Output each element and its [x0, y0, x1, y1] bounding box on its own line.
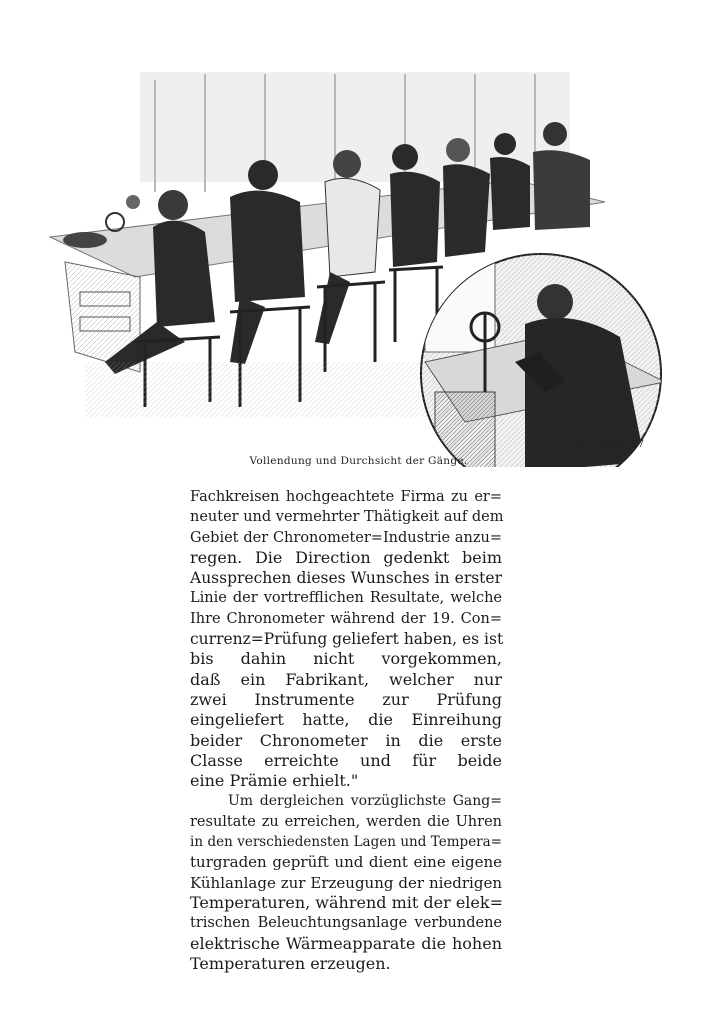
text-line: trischen Beleuchtungsanlage verbundene	[190, 915, 502, 932]
text-line: eine Prämie erhielt."	[190, 771, 359, 791]
workshop-illustration	[45, 62, 670, 467]
text-line: beider Chronometer in die erste	[190, 730, 502, 750]
text-line: Um dergleichen vorzüglichste Gang=	[228, 793, 502, 810]
text-line: turgraden geprüft und dient eine eigene	[190, 853, 502, 872]
text-line: Temperaturen erzeugen.	[190, 953, 391, 973]
text-line: neuter und vermehrter Thätigkeit auf dem	[190, 509, 504, 526]
text-line: elektrische Wärmeapparate die hohen	[190, 933, 502, 953]
body-text	[190, 487, 502, 974]
text-line: Classe erreichte und für beide	[190, 750, 502, 770]
artist-signature: E. Limmer 97	[575, 439, 645, 450]
text-line: currenz=Prüfung geliefert haben, es ist	[190, 630, 504, 649]
text-line: bis dahin nicht vorgekommen,	[190, 649, 502, 669]
text-line: daß ein Fabrikant, welcher nur	[190, 669, 502, 689]
text-line: regen. Die Direction gedenkt beim	[190, 547, 502, 567]
illustration-caption: Vollendung und Durchsicht der Gänge.	[249, 455, 468, 467]
text-line: Aussprechen dieses Wunsches in erster	[190, 569, 502, 588]
text-line: eingeliefert hatte, die Einreihung	[190, 710, 502, 730]
text-line: Ihre Chronometer während der 19. Con=	[190, 610, 502, 627]
text-line: Gebiet der Chronometer=Industrie anzu=	[190, 529, 502, 546]
text-line: in den verschiedensten Lagen und Tempera=	[190, 834, 502, 851]
text-line: zwei Instrumente zur Prüfung	[190, 689, 502, 709]
text-line: Kühlanlage zur Erzeugung der niedrigen	[190, 873, 502, 892]
text-line: resultate zu erreichen, werden die Uhren	[190, 813, 502, 830]
text-line: Fachkreisen hochgeachtete Firma zu er=	[190, 489, 502, 505]
text-line: Temperaturen, während mit der elek=	[190, 892, 503, 912]
text-line: Linie der vortrefflichen Resultate, welche	[190, 590, 502, 607]
